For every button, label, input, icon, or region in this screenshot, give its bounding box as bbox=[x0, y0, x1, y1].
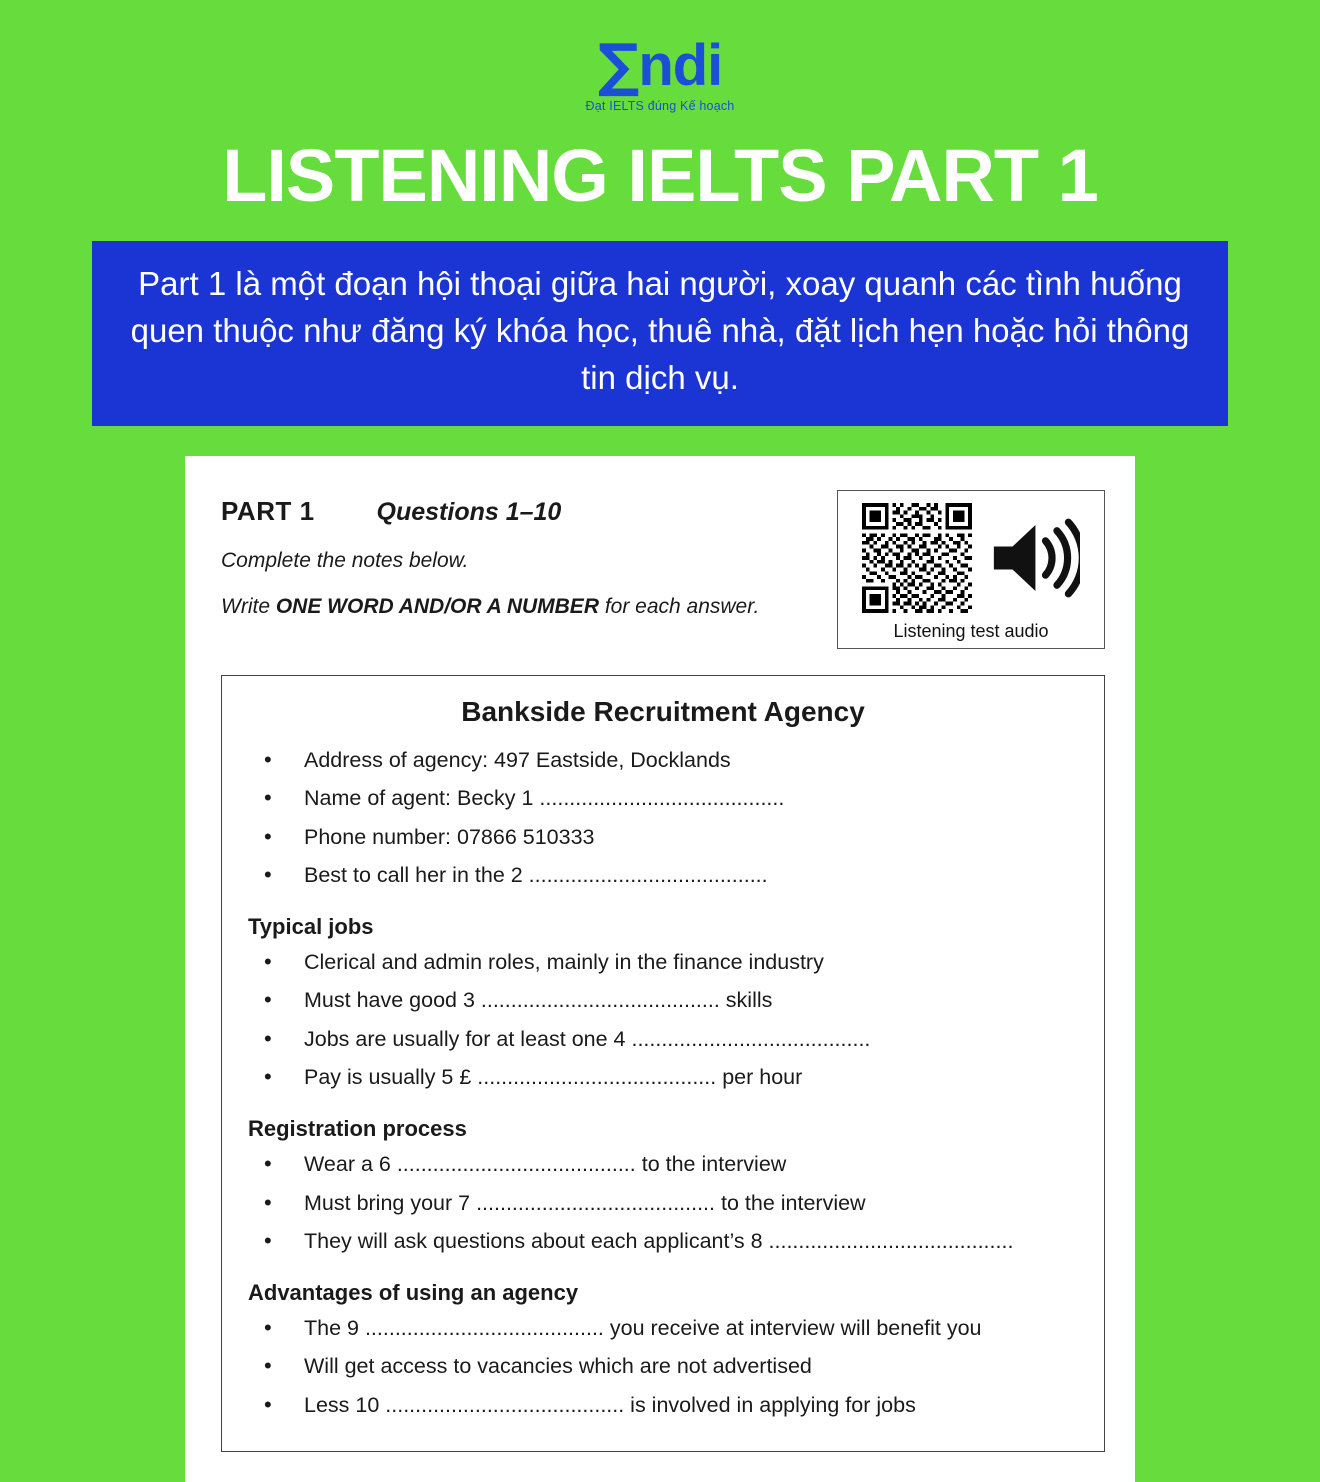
brand-wordmark bbox=[597, 31, 723, 99]
section-heading-typical-jobs: Typical jobs bbox=[248, 913, 374, 939]
list-item: • Jobs are usually for at least one 4 ........................................ bbox=[248, 1021, 1078, 1058]
listening-audio-box[interactable] bbox=[837, 490, 1105, 649]
brand-logo bbox=[0, 0, 1320, 113]
speaker-icon[interactable] bbox=[988, 515, 1080, 601]
audio-row bbox=[852, 503, 1090, 613]
list-item: • Phone number: 07866 510333 bbox=[248, 819, 1078, 856]
list-item: • Clerical and admin roles, mainly in the finance industry bbox=[248, 944, 1078, 981]
instruction-prefix: Write bbox=[221, 594, 276, 618]
list-item: • Will get access to vacancies which are not advertised bbox=[248, 1348, 1078, 1385]
worksheet-sheet bbox=[185, 456, 1135, 1482]
description-band: Part 1 là một đoạn hội thoại giữa hai người, xoay quanh các tình huống quen thuộc như đăng ký khóa học, thuê nhà, đặt lịch hẹn hoặc hỏi thông tin dịch vụ. bbox=[92, 241, 1228, 426]
list-item: • The 9 ........................................ you receive at interview will benefit you bbox=[248, 1310, 1078, 1347]
part-line bbox=[221, 496, 759, 527]
audio-caption: Listening test audio bbox=[893, 620, 1049, 641]
worksheet-header-text bbox=[221, 490, 759, 619]
part-label: PART 1 bbox=[221, 495, 315, 526]
list-item: • Must bring your 7 ........................................ to the interview bbox=[248, 1185, 1078, 1222]
section-heading-registration-process: Registration process bbox=[248, 1115, 467, 1141]
qr-code-icon[interactable] bbox=[862, 503, 972, 613]
brand-sigma-icon: ∑ bbox=[597, 31, 639, 99]
list-item: • Address of agency: 497 Eastside, Docklands bbox=[248, 742, 1078, 779]
list-item: • Wear a 6 ........................................ to the interview bbox=[248, 1146, 1078, 1183]
worksheet-header bbox=[221, 490, 1105, 649]
notes-section-list-advantages bbox=[248, 1310, 1078, 1424]
instruction-word-limit bbox=[221, 595, 759, 619]
notes-section-list-registration-process bbox=[248, 1146, 1078, 1260]
instruction-complete-notes: Complete the notes below. bbox=[221, 548, 469, 572]
instruction-suffix: for each answer. bbox=[598, 594, 760, 618]
notes-intro-list bbox=[248, 742, 1078, 894]
notes-section-list-typical-jobs bbox=[248, 944, 1078, 1096]
notes-box bbox=[221, 675, 1105, 1453]
section-heading-advantages: Advantages of using an agency bbox=[248, 1279, 579, 1305]
notes-title: Bankside Recruitment Agency bbox=[461, 695, 865, 727]
questions-range-label: Questions 1–10 bbox=[376, 497, 562, 526]
list-item: • Best to call her in the 2 ........................................ bbox=[248, 857, 1078, 894]
list-item: • Name of agent: Becky 1 ......................................... bbox=[248, 780, 1078, 817]
list-item: • Less 10 ........................................ is involved in applying for jobs bbox=[248, 1387, 1078, 1424]
brand-name: ndi bbox=[638, 33, 723, 98]
brand-tagline: Đạt IELTS đúng Kế hoạch bbox=[585, 99, 735, 113]
list-item: • Must have good 3 ........................................ skills bbox=[248, 982, 1078, 1019]
page-title: LISTENING IELTS PART 1 bbox=[222, 134, 1098, 217]
list-item: • They will ask questions about each applicant’s 8 ......................................... bbox=[248, 1223, 1078, 1260]
list-item: • Pay is usually 5 £ ........................................ per hour bbox=[248, 1059, 1078, 1096]
instruction-emphasis: ONE WORD AND/OR A NUMBER bbox=[275, 594, 599, 618]
